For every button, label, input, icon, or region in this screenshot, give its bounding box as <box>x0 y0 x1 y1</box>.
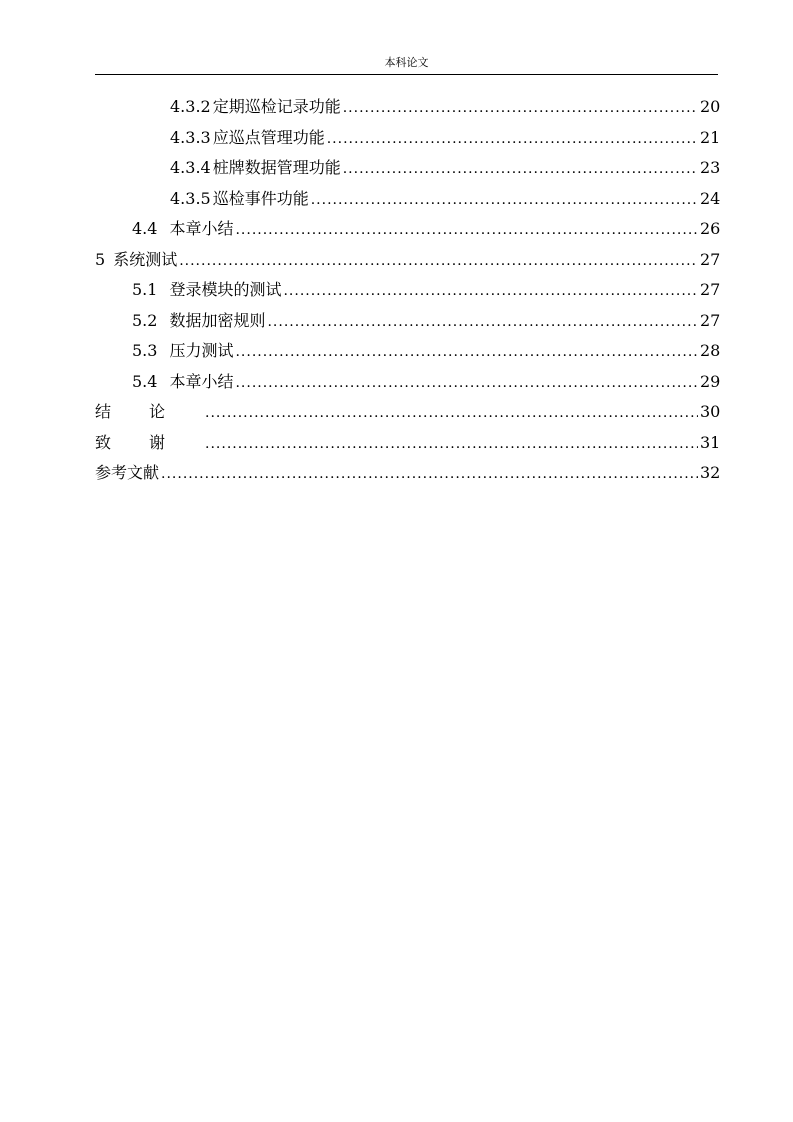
header-title: 本科论文 <box>384 56 429 69</box>
toc-entry-page: 28 <box>700 341 721 360</box>
toc-entry-number: 4.3.4 <box>170 158 211 177</box>
toc-entry-title: 应巡点管理功能 <box>212 127 325 147</box>
toc-leader-dots <box>343 154 698 185</box>
toc-entry-page: 31 <box>700 432 721 452</box>
toc-entry-number: 5 <box>95 249 106 269</box>
toc-leader-dots <box>311 185 698 216</box>
toc-entry[interactable] <box>95 123 721 154</box>
toc-entry[interactable] <box>95 367 721 398</box>
toc-entry-title: 压力测试 <box>169 341 234 360</box>
toc-entry[interactable] <box>95 336 721 367</box>
toc-entry-page: 21 <box>700 127 721 147</box>
toc-leader-dots <box>235 337 698 368</box>
toc-entry-page: 27 <box>700 280 721 299</box>
toc-entry[interactable] <box>95 397 721 428</box>
toc-entry-title: 系统测试 <box>113 249 178 269</box>
toc-entry-title: 数据加密规则 <box>169 310 266 330</box>
toc-entry-page: 24 <box>700 188 721 208</box>
toc-entry-number: 4.3.2 <box>170 97 211 116</box>
toc-entry-number: 4.4 <box>132 219 158 238</box>
toc-entry-page: 23 <box>700 158 721 177</box>
toc-entry[interactable] <box>95 428 721 459</box>
toc-entry[interactable] <box>95 153 721 184</box>
toc-entry-number: 5.4 <box>132 371 158 391</box>
toc-leader-dots <box>179 246 698 277</box>
toc-entry[interactable] <box>95 275 721 306</box>
toc-leader-dots <box>283 276 698 307</box>
toc-leader-dots <box>161 459 698 490</box>
toc-entry-title: 参考文献 <box>95 463 160 482</box>
toc-entry-number: 5.3 <box>132 341 158 360</box>
toc-entry-title: 本章小结 <box>169 219 234 238</box>
toc-leader-dots <box>205 398 698 429</box>
toc-leader-dots <box>343 93 698 124</box>
toc-entry-title: 登录模块的测试 <box>169 280 282 299</box>
toc-entry[interactable] <box>95 306 721 337</box>
toc-entry-page: 26 <box>700 219 721 238</box>
toc-entry[interactable] <box>95 214 721 245</box>
toc-entry[interactable] <box>95 184 721 215</box>
toc-leader-dots <box>205 429 698 460</box>
toc-leader-dots <box>235 215 698 246</box>
page-header <box>95 52 718 75</box>
toc-entry-number: 4.3.5 <box>170 188 211 208</box>
toc-entry-title: 致谢 <box>95 432 204 452</box>
toc-entry[interactable] <box>95 92 721 123</box>
toc-entry[interactable] <box>95 458 721 489</box>
toc-entry-title: 桩牌数据管理功能 <box>212 158 341 177</box>
toc-entry-page: 27 <box>700 249 721 269</box>
toc-leader-dots <box>267 307 698 338</box>
table-of-contents <box>95 92 721 489</box>
toc-entry-number: 5.2 <box>132 310 158 330</box>
toc-entry-page: 29 <box>700 371 721 391</box>
toc-leader-dots <box>235 368 698 399</box>
toc-entry[interactable] <box>95 245 721 276</box>
toc-entry-title: 本章小结 <box>169 371 234 391</box>
toc-entry-page: 27 <box>700 310 721 330</box>
toc-leader-dots <box>327 124 698 155</box>
toc-entry-number: 4.3.3 <box>170 127 211 147</box>
toc-entry-title: 巡检事件功能 <box>212 188 309 208</box>
toc-entry-title: 结论 <box>95 402 204 421</box>
toc-entry-title: 定期巡检记录功能 <box>212 97 341 116</box>
toc-entry-page: 32 <box>700 463 721 482</box>
toc-entry-page: 20 <box>700 97 721 116</box>
toc-entry-page: 30 <box>700 402 721 421</box>
toc-entry-number: 5.1 <box>132 280 158 299</box>
